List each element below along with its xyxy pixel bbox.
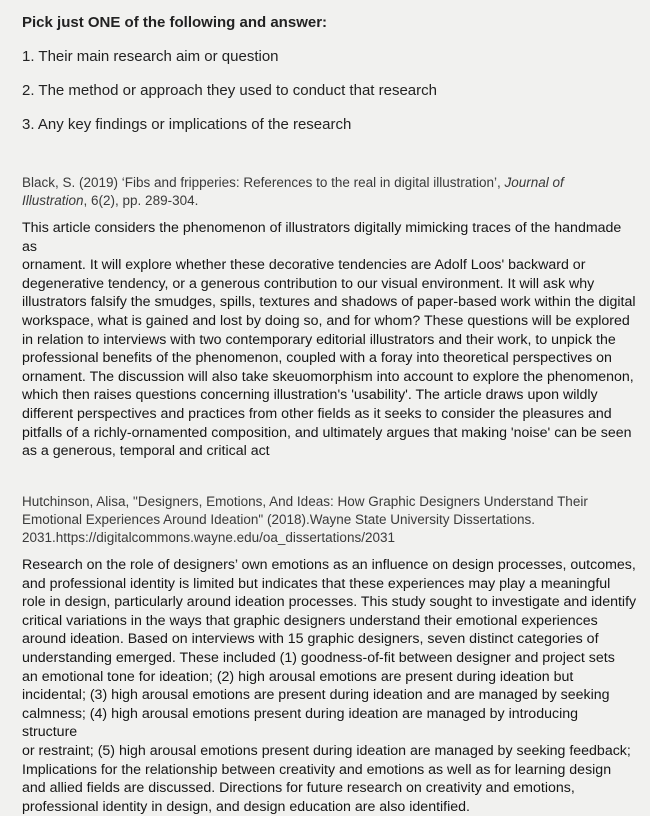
abstract-2-line: around ideation. Based on interviews with 15 graphic designers, seven distinct categories of <box>22 631 599 648</box>
abstract-1-line: degenerative tendency, or a generous contribution to our visual environment. It will ask why <box>22 275 595 292</box>
reference-2-line: Emotional Experiences Around Ideation" (2018).Wayne State University Dissertations. <box>22 512 536 527</box>
page-heading: Pick just ONE of the following and answer: <box>22 14 328 31</box>
abstract-2-line: Research on the role of designers’ own emotions as an influence on design processes, outcomes, <box>22 557 636 573</box>
abstract-1-line: pitfalls of a richly-ornamented composition, and ultimately argues that making 'noise' can be seen <box>22 424 632 441</box>
option-3: 3. Any key findings or implications of the research <box>22 116 352 133</box>
abstract-2-line: critical variations in the ways that graphic designers understand their emotional experiences <box>22 612 598 629</box>
abstract-2-line: and professional identity is limited but indicates that these experiences may play a meaningful <box>22 575 611 592</box>
abstract-1-line: different perspectives and practices from other fields as it seeks to consider the pleasures and <box>22 405 612 422</box>
abstract-1-line: ornament. The discussion will also take skeuomorphism into account to explore the phenomenon, <box>22 368 634 385</box>
abstract-1 <box>22 219 637 461</box>
abstract-1-line: workspace, what is gained and lost by doing so, and for whom? These questions will be explored <box>22 312 630 329</box>
reference-2 <box>22 493 588 547</box>
option-2: 2. The method or approach they used to conduct that research <box>22 82 437 99</box>
abstract-2-line: and allied fields are discussed. Directions for future research on creativity and emotions, <box>22 780 575 797</box>
reference-1-journal-a: Journal of <box>504 175 564 190</box>
abstract-1-line: in relation to interviews with two contemporary editorial illustrators and their work, to unpick the <box>22 331 616 348</box>
reference-1-line2 <box>22 192 564 210</box>
abstract-1-line: ornament. It will explore whether these decorative tendencies are Adolf Loos' backward or <box>22 257 586 274</box>
abstract-1-line: which then raises questions concerning illustration's 'usability'. The article draws upon wildly <box>22 387 598 404</box>
abstract-2-line: understanding emerged. These included (1) goodness-of-fit between designer and project sets <box>22 649 615 666</box>
abstract-1-line: illustrators falsify the smudges, spills, textures and shadows of paper-based work within the digital <box>22 294 636 311</box>
reference-2-line: 2031.https://digitalcommons.wayne.edu/oa_dissertations/2031 <box>22 530 395 545</box>
reference-1 <box>22 174 564 210</box>
abstract-1-line: as a generous, temporal and critical act <box>22 443 270 460</box>
abstract-2 <box>22 556 637 816</box>
abstract-2-line: professional identity in design, and design education are also identified. <box>22 798 470 815</box>
abstract-2-line: role in design, particularly around ideation processes. This study sought to investigate and identify <box>22 594 637 611</box>
abstract-2-line: Implications for the relationship between creativity and emotions as well as for learning design <box>22 761 612 778</box>
abstract-1-line: This article considers the phenomenon of illustrators digitally mimicking traces of the handmade as <box>22 220 622 255</box>
abstract-2-line: incidental; (3) high arousal emotions are present during ideation and are managed by seeking <box>22 687 610 704</box>
reference-1-journal-b: Illustration <box>22 193 84 208</box>
reference-2-line: Hutchinson, Alisa, "Designers, Emotions, And Ideas: How Graphic Designers Understand Their <box>22 494 588 509</box>
abstract-2-line: an emotional tone for ideation; (2) high arousal emotions are present during ideation but <box>22 668 574 685</box>
reference-1-volume: , 6(2), pp. 289-304. <box>83 193 199 208</box>
abstract-1-line: professional benefits of the phenomenon, coupled with a foray into theoretical perspectives on <box>22 350 612 367</box>
reference-1-line1 <box>22 174 564 192</box>
abstract-2-line: calmness; (4) high arousal emotions present during ideation are managed by introducing structure <box>22 705 579 741</box>
reference-1-citation: Black, S. (2019) ‘Fibs and fripperies: References to the real in digital illustration’, <box>22 175 505 190</box>
abstract-2-line: or restraint; (5) high arousal emotions present during ideation are managed by seeking feedback; <box>22 742 631 759</box>
option-1: 1. Their main research aim or question <box>22 48 279 65</box>
